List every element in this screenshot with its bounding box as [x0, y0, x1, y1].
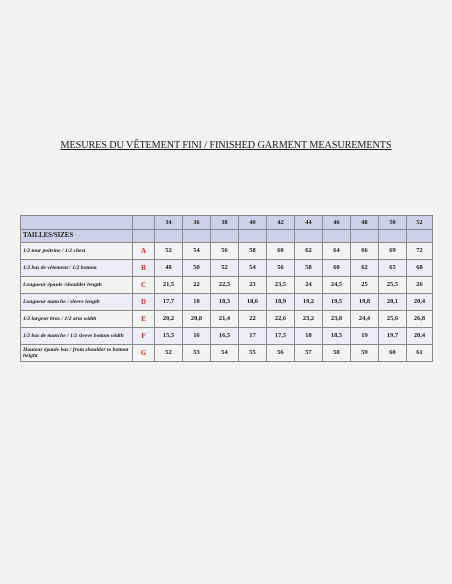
- measurement-value: 72: [407, 243, 433, 260]
- measurement-code: D: [133, 294, 155, 311]
- measurement-value: 52: [155, 243, 183, 260]
- measurement-value: 25,6: [379, 311, 407, 328]
- measurement-value: 25,5: [379, 277, 407, 294]
- measurement-value: 21,4: [211, 311, 239, 328]
- size-header-cell: 36: [183, 216, 211, 230]
- size-header-cell: 52: [407, 216, 433, 230]
- measurement-value: 20,2: [155, 311, 183, 328]
- measurement-value: 18,5: [323, 328, 351, 345]
- measurement-value: 62: [295, 243, 323, 260]
- measurement-label: 1/2 largeur bras / 1/2 arm width: [21, 311, 133, 328]
- measurement-value: 24,5: [323, 277, 351, 294]
- table-header-spacer-row: [21, 216, 433, 230]
- size-header-cell: 46: [323, 216, 351, 230]
- measurement-value: 54: [239, 260, 267, 277]
- measurement-value: 22,5: [211, 277, 239, 294]
- measurement-value: 20,8: [183, 311, 211, 328]
- measurement-value: 61: [407, 345, 433, 362]
- page-title-text: MESURES DU VÊTEMENT FINI / FINISHED GARMENT MEASUREMENTS: [60, 140, 392, 151]
- measurement-code: A: [133, 243, 155, 260]
- measurement-value: 24,4: [351, 311, 379, 328]
- measurement-value: 18,3: [211, 294, 239, 311]
- sizes-header-cell: [267, 230, 295, 243]
- measurement-value: 48: [155, 260, 183, 277]
- measurement-value: 64: [323, 243, 351, 260]
- size-header-cell: 34: [155, 216, 183, 230]
- size-header-cell: 38: [211, 216, 239, 230]
- measurement-value: 18,9: [267, 294, 295, 311]
- measurement-value: 20,4: [407, 328, 433, 345]
- table-row: [21, 294, 433, 311]
- measurement-value: 54: [211, 345, 239, 362]
- measurement-value: 21,5: [155, 277, 183, 294]
- measurement-label: 1/2 tour poitrine / 1/2 chest: [21, 243, 133, 260]
- sizes-header-cell: [351, 230, 379, 243]
- size-header-cell: 44: [295, 216, 323, 230]
- sizes-header-cell: [323, 230, 351, 243]
- measurement-value: 22: [239, 311, 267, 328]
- measurement-value: 19,5: [323, 294, 351, 311]
- table-row: [21, 277, 433, 294]
- measurement-value: 58: [295, 260, 323, 277]
- table-row: [21, 345, 433, 362]
- table-row: [21, 260, 433, 277]
- measurement-value: 26: [407, 277, 433, 294]
- measurements-table: [20, 215, 433, 362]
- table-row: [21, 328, 433, 345]
- measurement-value: 59: [351, 345, 379, 362]
- measurement-value: 19: [351, 328, 379, 345]
- measurement-value: 56: [211, 243, 239, 260]
- measurement-value: 24: [295, 277, 323, 294]
- size-header-cell: 40: [239, 216, 267, 230]
- measurement-value: 22,6: [267, 311, 295, 328]
- table-row: [21, 311, 433, 328]
- measurement-value: 60: [267, 243, 295, 260]
- sizes-header-cell: [239, 230, 267, 243]
- measurement-value: 23,2: [295, 311, 323, 328]
- measurement-value: 26,8: [407, 311, 433, 328]
- measurement-value: 19,7: [379, 328, 407, 345]
- sizes-header-cell: [211, 230, 239, 243]
- sizes-header-cell: [155, 230, 183, 243]
- measurement-label: Longueur épaule /shoulder length: [21, 277, 133, 294]
- measurement-value: 50: [183, 260, 211, 277]
- size-header-cell: 48: [351, 216, 379, 230]
- measurement-code: F: [133, 328, 155, 345]
- header-spacer-label: [21, 216, 133, 230]
- table-row: [21, 243, 433, 260]
- measurements-table-body: [21, 216, 433, 362]
- sizes-header-cell: [295, 230, 323, 243]
- measurement-value: 19,2: [295, 294, 323, 311]
- measurement-value: 18: [295, 328, 323, 345]
- measurement-value: 15,5: [155, 328, 183, 345]
- measurement-value: 17,7: [155, 294, 183, 311]
- measurement-label: 1/2 bas de manche / 1/2 sleeve bottom width: [21, 328, 133, 345]
- measurement-value: 65: [379, 260, 407, 277]
- sizes-header-cell: [379, 230, 407, 243]
- measurement-value: 52: [211, 260, 239, 277]
- sizes-header-code: [133, 230, 155, 243]
- measurement-value: 22: [183, 277, 211, 294]
- measurement-value: 66: [351, 243, 379, 260]
- measurement-value: 17,5: [267, 328, 295, 345]
- measurement-value: 60: [379, 345, 407, 362]
- measurement-value: 16: [183, 328, 211, 345]
- measurement-value: 52: [155, 345, 183, 362]
- measurement-value: 16,5: [211, 328, 239, 345]
- measurement-value: 68: [407, 260, 433, 277]
- measurement-value: 69: [379, 243, 407, 260]
- measurement-value: 17: [239, 328, 267, 345]
- measurement-code: C: [133, 277, 155, 294]
- measurement-code: B: [133, 260, 155, 277]
- measurement-value: 57: [295, 345, 323, 362]
- measurement-value: 53: [183, 345, 211, 362]
- measurement-value: 55: [239, 345, 267, 362]
- measurement-value: 18,6: [239, 294, 267, 311]
- measurement-value: 20,4: [407, 294, 433, 311]
- measurement-value: 19,8: [351, 294, 379, 311]
- sizes-header-cell: [183, 230, 211, 243]
- sizes-header-label: TAILLES/SIZES: [21, 230, 133, 243]
- measurement-value: 62: [351, 260, 379, 277]
- measurement-code: E: [133, 311, 155, 328]
- measurement-label: 1/2 bas de vêtement / 1/2 bottom: [21, 260, 133, 277]
- measurement-value: 58: [323, 345, 351, 362]
- measurement-value: 60: [323, 260, 351, 277]
- measurement-code: G: [133, 345, 155, 362]
- size-header-cell: 50: [379, 216, 407, 230]
- header-spacer-code: [133, 216, 155, 230]
- table-header-row: [21, 230, 433, 243]
- measurement-value: 23,5: [267, 277, 295, 294]
- page-title: [0, 140, 452, 151]
- size-header-cell: 42: [267, 216, 295, 230]
- measurement-label: Longueur manche / sleeve length: [21, 294, 133, 311]
- measurement-value: 23,8: [323, 311, 351, 328]
- measurement-value: 18: [183, 294, 211, 311]
- measurement-value: 54: [183, 243, 211, 260]
- measurement-value: 20,1: [379, 294, 407, 311]
- measurement-value: 56: [267, 345, 295, 362]
- measurement-label: Hauteur épaule bas / from shoulder to bottom height: [21, 345, 133, 362]
- measurement-value: 23: [239, 277, 267, 294]
- sizes-header-cell: [407, 230, 433, 243]
- measurement-value: 58: [239, 243, 267, 260]
- measurement-value: 25: [351, 277, 379, 294]
- measurement-value: 56: [267, 260, 295, 277]
